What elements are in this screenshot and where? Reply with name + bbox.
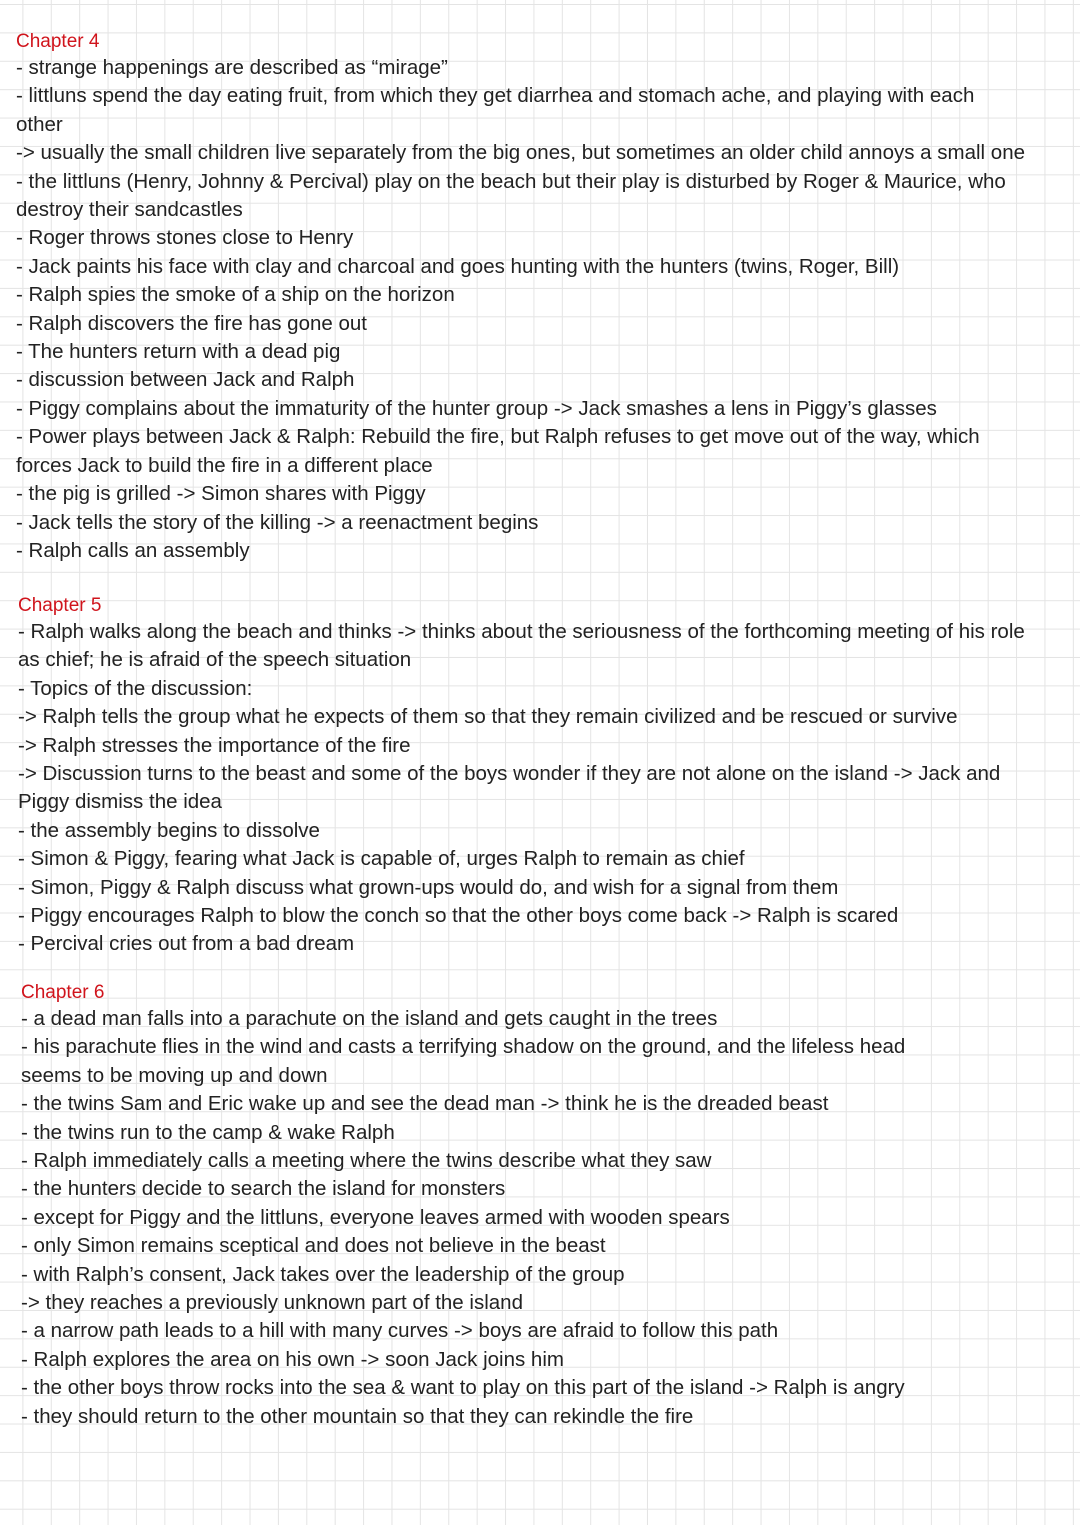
- note-line: - the assembly begins to dissolve: [18, 818, 320, 842]
- note-line: - Jack tells the story of the killing -> a reenactment begins: [16, 510, 539, 534]
- note-line: - The hunters return with a dead pig: [16, 340, 341, 364]
- note-line: - Simon, Piggy & Ralph discuss what grown-ups would do, and wish for a signal from them: [18, 875, 839, 899]
- note-line: - except for Piggy and the littluns, everyone leaves armed with wooden spears: [21, 1205, 730, 1229]
- chapter-4-section: [16, 30, 1060, 565]
- note-line: -> Ralph tells the group what he expects of them so that they remain civilized and be rescued or survive: [18, 705, 958, 729]
- note-line: - the hunters decide to search the island for monsters: [21, 1177, 506, 1201]
- note-line: - Jack paints his face with clay and charcoal and goes hunting with the hunters (twins, Roger, Bill): [16, 254, 900, 278]
- note-line: - Ralph immediately calls a meeting where the twins describe what they saw: [21, 1149, 712, 1173]
- chapter-4-heading: Chapter 4: [16, 31, 100, 52]
- chapter-5-heading: Chapter 5: [18, 595, 102, 616]
- note-line: - the other boys throw rocks into the sea & want to play on this part of the island -> Ralph is angry: [21, 1376, 905, 1400]
- note-line: - Piggy complains about the immaturity of the hunter group -> Jack smashes a lens in Piggy’s glasses: [16, 396, 937, 420]
- note-line: - Ralph calls an assembly: [16, 538, 250, 562]
- chapter-5-section: [18, 594, 1060, 959]
- note-line: as chief; he is afraid of the speech situation: [18, 648, 412, 672]
- note-line: - Simon & Piggy, fearing what Jack is capable of, urges Ralph to remain as chief: [18, 847, 745, 871]
- note-line: - Ralph explores the area on his own -> soon Jack joins him: [21, 1347, 564, 1371]
- note-line: - only Simon remains sceptical and does not believe in the beast: [21, 1234, 606, 1258]
- chapter-6-section: [21, 981, 1060, 1431]
- note-line: other: [16, 112, 63, 136]
- note-line: - discussion between Jack and Ralph: [16, 368, 355, 392]
- note-line: - with Ralph’s consent, Jack takes over the leadership of the group: [21, 1262, 625, 1286]
- note-line: - a narrow path leads to a hill with many curves -> boys are afraid to follow this path: [21, 1319, 779, 1343]
- note-line: - they should return to the other mountain so that they can rekindle the fire: [21, 1404, 694, 1428]
- note-line: forces Jack to build the fire in a different place: [16, 453, 433, 477]
- note-line: -> they reaches a previously unknown part of the island: [21, 1291, 523, 1315]
- note-line: destroy their sandcastles: [16, 198, 243, 222]
- note-line: seems to be moving up and down: [21, 1063, 328, 1087]
- note-line: - Ralph spies the smoke of a ship on the horizon: [16, 283, 455, 307]
- note-line: - Ralph discovers the fire has gone out: [16, 311, 367, 335]
- note-line: - Ralph walks along the beach and thinks -> thinks about the seriousness of the forthcoming meeting of his role: [18, 620, 1025, 643]
- note-line: - Power plays between Jack & Ralph: Rebuild the fire, but Ralph refuses to get move out of the way, which: [16, 425, 980, 449]
- note-line: -> Ralph stresses the importance of the fire: [18, 733, 411, 757]
- note-line: -> usually the small children live separately from the big ones, but sometimes an older child annoys a small one: [16, 141, 1025, 165]
- note-line: - Topics of the discussion:: [18, 676, 253, 700]
- note-line: - littluns spend the day eating fruit, from which they get diarrhea and stomach ache, and playing with each: [16, 84, 975, 108]
- note-line: - a dead man falls into a parachute on the island and gets caught in the trees: [21, 1007, 718, 1030]
- note-line: - strange happenings are described as “mirage”: [16, 56, 448, 79]
- note-line: - Roger throws stones close to Henry: [16, 226, 354, 250]
- note-line: Piggy dismiss the idea: [18, 790, 222, 814]
- chapter-6-heading: Chapter 6: [21, 982, 105, 1003]
- note-line: - the pig is grilled -> Simon shares with Piggy: [16, 482, 426, 506]
- note-line: - his parachute flies in the wind and casts a terrifying shadow on the ground, and the lifeless head: [21, 1035, 906, 1059]
- note-line: - the littluns (Henry, Johnny & Percival) play on the beach but their play is disturbed by Roger & Maurice, who: [16, 169, 1006, 193]
- note-line: - the twins run to the camp & wake Ralph: [21, 1120, 395, 1144]
- note-line: -> Discussion turns to the beast and some of the boys wonder if they are not alone on the island -> Jack and: [18, 762, 1001, 786]
- note-line: - Piggy encourages Ralph to blow the conch so that the other boys come back -> Ralph is scared: [18, 904, 899, 928]
- note-line: - Percival cries out from a bad dream: [18, 932, 355, 956]
- note-line: - the twins Sam and Eric wake up and see the dead man -> think he is the dreaded beast: [21, 1092, 829, 1116]
